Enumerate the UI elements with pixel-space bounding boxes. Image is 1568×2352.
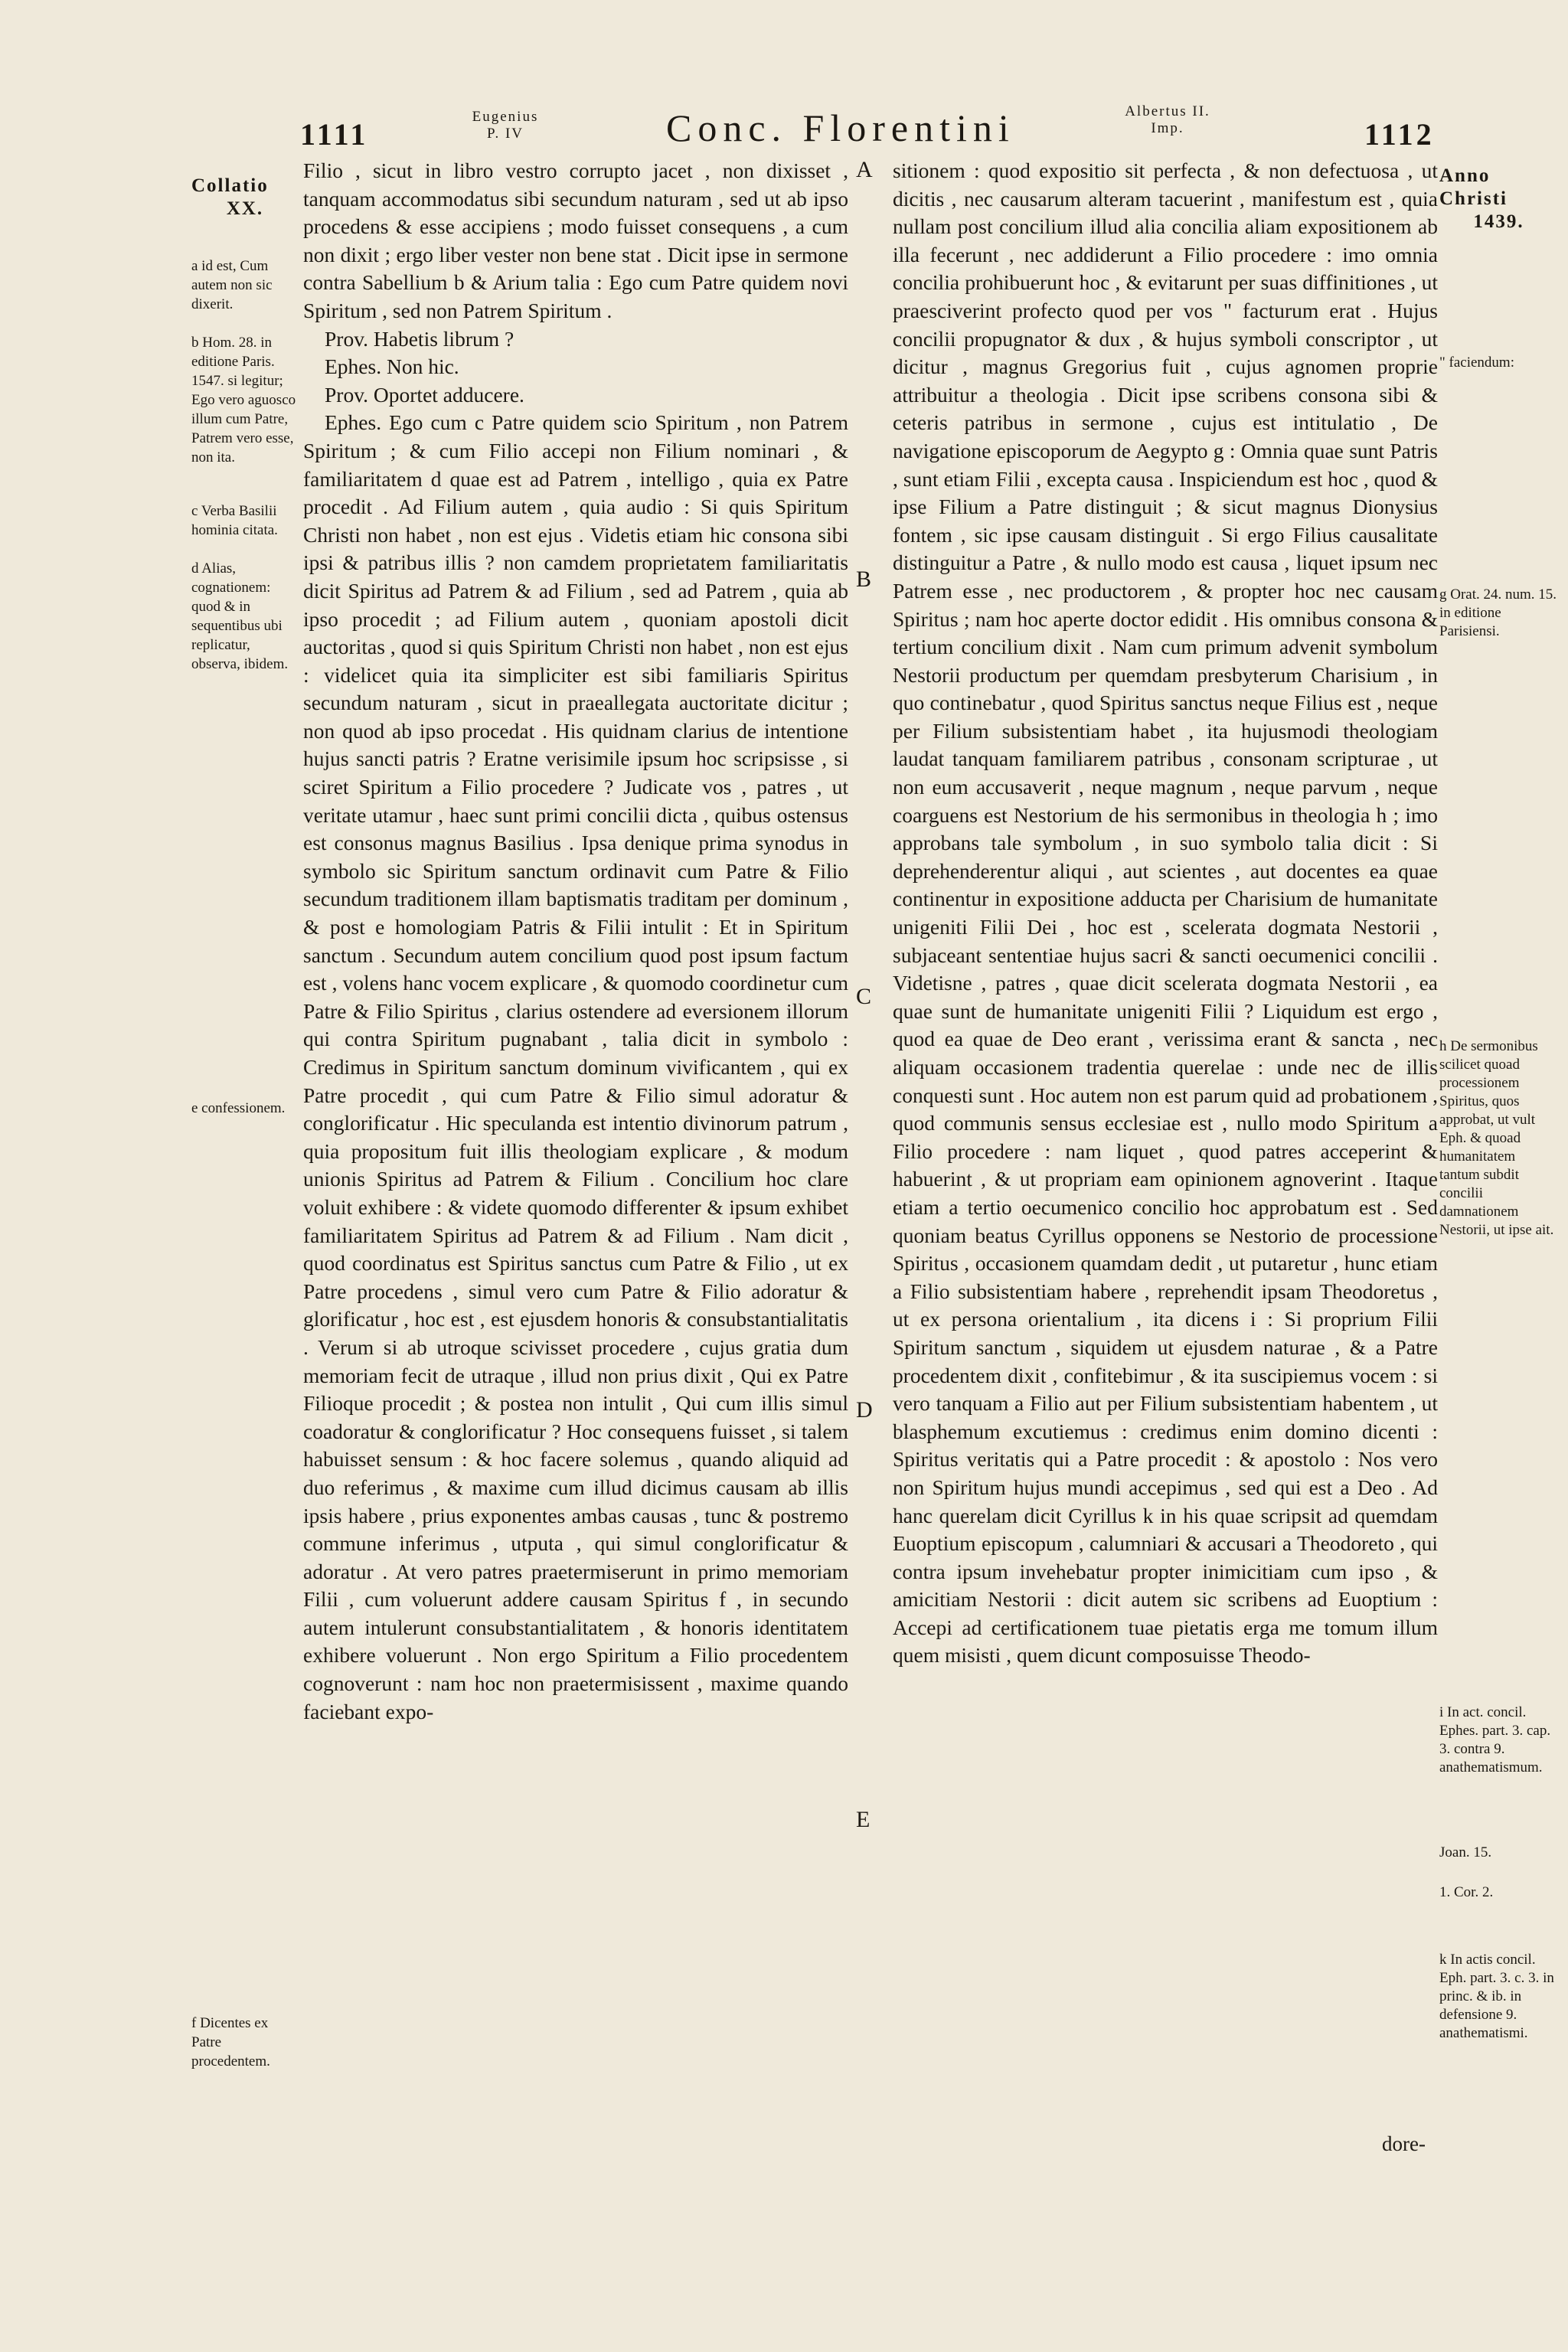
collatio-word: Collatio [191,175,269,196]
margin-note-h: h De sermonibus scilicet quoad processionem Spiritus, quos approbat, ut vult Eph. & quoad humanitatem tantum subdit concilii damnationem Nestorii, ut ipse ait. [1439,1038,1554,1238]
dialogue-line-ephes-1: Ephes. Non hic. [325,354,459,379]
margin-note-e: e confessionem. [191,1100,286,1116]
dialogue-line-prov-1: Prov. Habetis librum ? [325,326,514,351]
page-number-left: 1111 [300,117,369,152]
running-title: Conc. Florentini [666,106,1015,149]
margin-note-a: a id est, Cum autem non sic dixerit. [191,258,273,312]
section-letter-e: E [856,1807,871,1832]
section-letter-a: A [856,157,873,182]
right-column [893,157,1438,1670]
left-paragraph-ephes: Ephes. Ego cum c Patre quidem scio Spiritum , non Patrem Spiritum ; & cum Filio accepi non Filium nominari , & familiaritatem d quae est ad Patrem , intelligo , quia ex Patre procedit . Ad Filium autem , quia audio : Si quis Spiritum Christi non habet , non est ejus . Videtis etiam hic consona sibi ipsi & patribus illis ? non camdem proprietatem familiaritatis dicit Spiritus ad Patrem & ad Filium , sed ad Patrem , quia ab ipso procedit ; ad Filium autem , quoniam apostoli dicit auctoritas , quod si quis Spiritum Christi non habet , non est ejus : videlicet quia ita simpliciter est sibi familiaris Spiritus secundum naturam , sicut in praeallegata auctoritate dicitur ; non quod ab ipso procedat . His quidnam clarius de intentione hujus sancti patris ? Eratne verisimile ipsum hoc scripsisse , si sciret Spiritum a Filio procedere ? Judicate vos , patres , ut veritate utamur , haec sunt primi concilii dicta , quibus ostensus est consonus magnus Basilius . Ipsa denique prima synodus in symbolo sic Spiritum sanctum ordinavit cum Patre & Filio secundum traditionem illam baptismatis traditam per dominum , & post e homologiam Patris & Filii intulit : Et in Spiritum sanctum . Secundum autem concilium quod post ipsum factum est , volens hanc vocem explicare , & quomodo coordinetur cum Patre & Filio Spiritus , clarius ostendere ad eversionem illorum qui contra Spiritum pugnabant , talia dicit in symbolo : Credimus in Spiritum sanctum dominum vivificantem , qui ex Patre procedit , qui cum Patre & Filio simul adoratur & conglorificatur . Hic speculanda est intentio divinorum patrum , quia propositum fuit illis theologiam explicare , & modum unionis Spiritus ad Patrem & Filium . Concilium hoc clare voluit exhibere : & videte quomodo differenter & ipsum exhibet familiaritatem Spiritus ad Patrem & ad Filium . Nam dicit , quod coordinatus est Spiritus sanctus cum Patre & Filio , ut ex Patre procedens , simul vero cum Patre & Filio adoratur & glorificatur , hoc est , est ejusdem honoris & consubstantialitatis . Verum si ab utroque scivisset procedere , cujus gratia dum memoriam fecit de utraque , illud non prius dixit , Qui ex Patre Filioque procedit ; & postea non intulit , Qui cum illis simul coadoratur & conglorificatur ? Hoc consequens fuisset , si talem habuisset sensum : & hoc facere solemus , quando aliquid ad duo referimus , & maxime cum illud dicimus causam ab illis ipsis habere , prius exponentes ambas causas , tunc & postremo commune inferimus , utputa , qui simul conglorificatur & adoratur . At vero patres praetermiserunt in primo memoriam Filii , cum voluerunt addere causam Spiritus f , in secundo autem intulerunt consubstantialitatem , & honoris identitatem exhibere voluerunt . Non ergo Spiritum a Filio procedentem cognoverunt : nam hoc non praetermisissent , maxime quando faciebant expo- [303,410,848,1723]
year-heading [1439,165,1558,234]
margin-note-b: b Hom. 28. in editione Paris. 1547. si legitur; Ego vero aguosco illum cum Patre, Patrem vero esse, non ita. [191,335,296,466]
emperor-label [1102,103,1233,137]
left-column [303,157,848,1726]
catchword: dore- [1382,2132,1426,2155]
margin-note-k: k In actis concil. Eph. part. 3. c. 3. in princ. & ib. in defensione 9. anathematismi. [1439,1952,1554,2041]
pope-label [448,109,563,142]
page-number-right: 1112 [1364,117,1435,152]
margin-note-star: " faciendum: [1439,354,1514,371]
collatio-heading [191,175,299,220]
margin-note-f: f Dicentes ex Patre procedentem. [191,2015,270,2069]
dialogue-line-prov-2: Prov. Oportet adducere. [325,382,524,407]
margin-note-d: d Alias, cognationem: quod & in sequentibus ubi replicatur, observa, ibidem. [191,560,289,672]
margin-note-joan: Joan. 15. [1439,1844,1492,1860]
pope-number: P. IV [486,126,524,142]
year-christi: Christi [1439,188,1508,209]
right-paragraph-1: sitionem : quod expositio sit perfecta , & non defectuosa , ut dicitis , nec causarum alteram tacuerint , manifestum est , quia nullam post concilium illud alia concilia aliam expositionem ab illa fecerunt , nec addiderunt a Filio procedere : imo omnia concilia prohibuerunt hoc , & evitarunt per suas diffinitiones , ut praesciverint profecto quod per vos " facturum erat . Hujus concilii propugnator & dux , & hujus symboli conscriptor , ut dicitur , magnus Gregorius fuit , cujus agnomen proprie attribuitur a theologia . Dicit ipse scribens consona sibi & ceteris patribus in sermone , cujus est intitulatio , De navigatione episcoporum de Aegypto g : Omnia quae sunt Patris , sunt etiam Filii , excepta causa . Inspiciendum est hoc , quod & ipse Filium a Patre distinguit ; & sicut magnus Dionysius fontem , sic ipse causam distinguit . Si ergo Filius causalitate distinguitur a Patre , & nullo modo est causa , liquet ipsum nec Patrem esse , nec productorem , & propter hoc nec causam Spiritus ; nam hoc aperte doctor edidit . His omnibus consona & tertium concilium dixit . Nam cum primum advenit symbolum Nestorii productum per quemdam presbyterum Charisium , in quo continebatur , quod Spiritus sanctus neque Filius est , neque per Filium subsistentiam habet , ita hujusmodi theologiam laudat tanquam familiarem patribus , consonam scripturae , ut non eum accusaverit , neque magnum , neque parvum , neque coarguens est Nestorium de his sermonibus in theologia h ; imo approbans tale symbolum , in suo symbolo talia dicit : Si deprehenderentur aliqui , aut scientes , aut docentes ea quae continentur in expositione adducta per Charisium de humanitate unigeniti Filii Dei , hoc est , scelerata dogmata Nestorii , subjaceant sententiae hujus sacri & sancti oecumenici concilii . Videtisne , patres , quae dicit scelerata dogmata Nestorii , ea quae sunt de humanitate unigeniti Filii ? Liquidum est ergo , quod ea quae de Deo erant , verissima erant & sancta , nec aliquam occasionem tradentia querelae : unde nec de illis conquesti sunt . Hoc autem non est parum quid ad probationem , quod communis sensus ecclesiae est , nullo modo Spiritum a Filio procedere : nam liquet , quod patres acceperint & habuerint , & ut propriam eam opinionem agnoverint . Itaque etiam a tertio oecumenico concilio hoc approbatum est . Sed quoniam beatus Cyrillus opponens se Nestorio de processione Spiritus , occasionem quamdam dedit , ut putaretur , hunc etiam a Filio subsistentiam habere , reprehendit ipsam Theodoretus , ut ex persona orientalium , ita dicens i : Si proprium Filii Spiritum sanctum , siquidem ut ejusdem naturae , & a Patre procedentem dixit , confitebimur , & ita suscipiemus vocem : si vero tanquam a Filio aut per Filium subsistentiam habentem , ut blasphemum excutiemus : credimus enim domino dicenti : Spiritus veritatis qui a Patre procedit : & apostolo : Nos vero non Spiritum hujus mundi accepimus , sed qui est a Deo . Ad hanc querelam dicit Cyrillus k in his quae scripsit ad quemdam Euoptium episcopum , calumniari & accusari a Theodoreto , qui contra ipsum invehebatur propter inimicitiam cum ipso , & amicitiam Nestorii : dicit autem sic scribens ad Euoptium : Accepi ad certificationem tuae pietatis erga me tomum illum quem misisti , quem dicunt composuisse Theodo- [893,158,1438,1668]
margin-note-cor: 1. Cor. 2. [1439,1884,1494,1900]
margin-note-g: g Orat. 24. num. 15. in editione Parisiensi. [1439,586,1557,639]
emperor-name: Albertus II. [1125,103,1210,119]
year-number: 1439. [1473,211,1524,232]
emperor-title: Imp. [1151,120,1184,136]
section-letter-d: D [856,1397,873,1423]
margin-note-i: i In act. concil. Ephes. part. 3. cap. 3. contra 9. anathematismum. [1439,1704,1551,1775]
margin-note-c: c Verba Basilii hominia citata. [191,503,278,538]
pope-name: Eugenius [472,109,539,125]
section-letter-c: C [856,984,872,1009]
section-letter-b: B [856,567,872,592]
left-paragraph-1: Filio , sicut in libro vestro corrupto jacet , non dixisset , tanquam accommodatus sibi secundum naturam , sed ut ab ipso procedens & esse accipiens ; modo fuisset consequens , a cum non dixit ; ergo liber vester non bene stat . Dicit ipse in sermone contra Sabellium b & Arium talia : Ego cum Patre quidem novi Spiritum , sed non Patrem Spiritum . [303,158,848,322]
year-anno: Anno [1439,165,1491,186]
collatio-number: XX. [226,198,264,219]
